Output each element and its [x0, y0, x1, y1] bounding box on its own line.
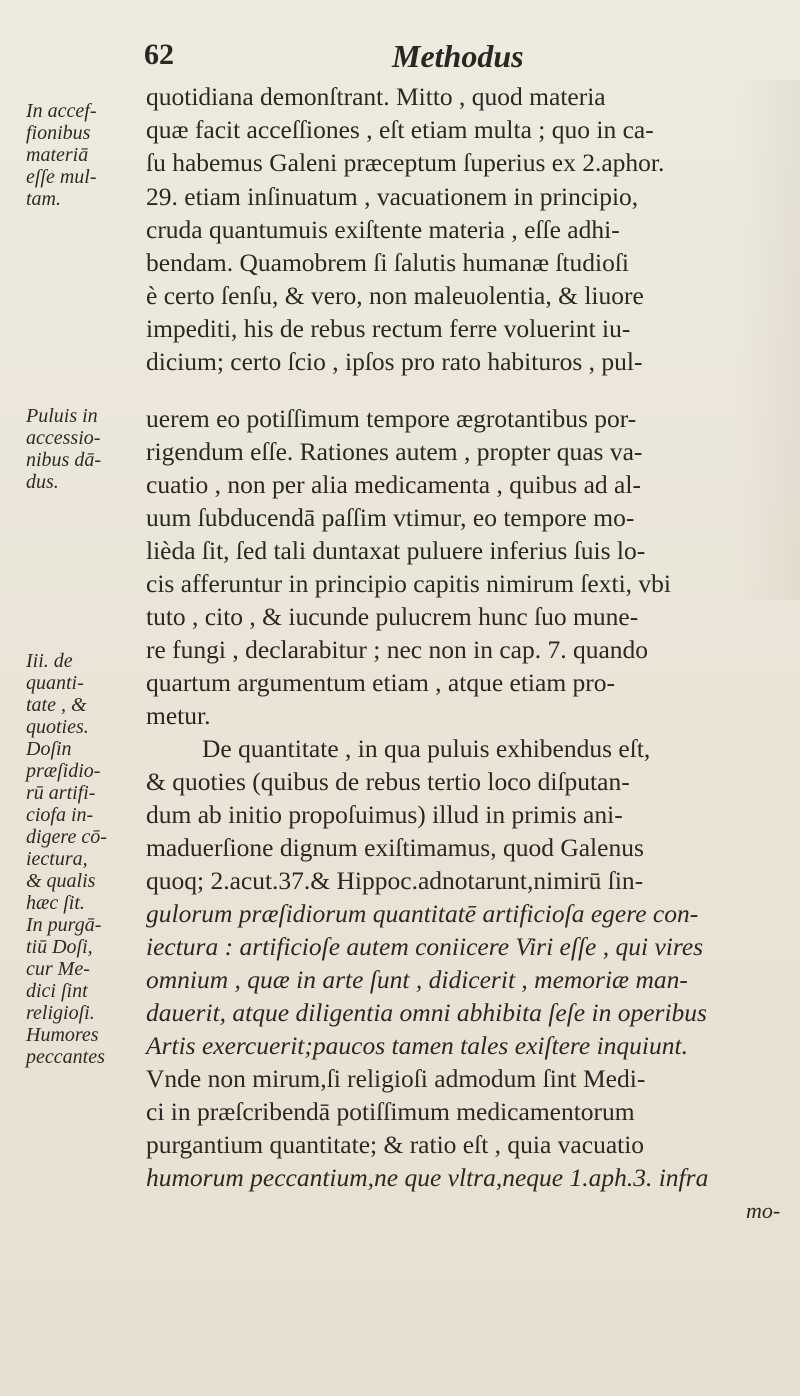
text-line: quotidiana demonſtrant. Mitto , quod materia: [146, 82, 606, 111]
text-line: iectura : artificioſe autem coniicere Viri eſſe , qui vires: [146, 932, 704, 961]
text-line: & quoties (quibus de rebus tertio loco diſputan-: [146, 767, 630, 796]
text-line: quæ facit acceſſiones , eſt etiam multa ; quo in ca-: [146, 115, 654, 144]
page-number: 62: [144, 38, 174, 71]
text-line: rigendum eſſe. Rationes autem , propter quas va-: [146, 437, 643, 466]
text-line: cruda quantumuis exiſtente materia , eſſe adhi-: [146, 215, 620, 244]
text-line: uum ſubducendā paſſim vtimur, eo tempore mo-: [146, 503, 635, 532]
text-line: quartum argumentum etiam , atque etiam pro-: [146, 668, 616, 697]
margin-note-powder: Puluis in accessio- nibus dā- dus.: [26, 405, 101, 493]
text-line: dum ab initio propoſuimus) illud in primis ani-: [146, 800, 623, 829]
body-text: [146, 0, 786, 1396]
text-line: bendam. Quamobrem ſi ſalutis humanæ ſtudioſi: [146, 248, 630, 277]
text-line: De quantitate , in qua puluis exhibendus eſt,: [202, 734, 651, 763]
text-line: metur.: [146, 701, 211, 730]
text-line: impediti, his de rebus rectum ferre voluerint iu-: [146, 314, 631, 343]
text-line: humorum peccantium,ne que vltra,neque 1.aph.3. infra: [146, 1163, 709, 1192]
text-line: uerem eo potiſſimum tempore ægrotantibus por-: [146, 404, 637, 433]
margin-note-quantity: Iii. de quanti- tate , & quoties. Doſin præſidio- rū artifi- ciofa in- digere cō- iectura, & qualis hæc ſit. In purgā- tiū Doſi, cur Me- dici ſint religioſi. Humores peccantes: [26, 650, 107, 1068]
text-line: Artis exercuerit;paucos tamen tales exiſtere inquiunt.: [146, 1031, 688, 1060]
catchword: mo-: [746, 1198, 781, 1223]
text-line: dauerit, atque diligentia omni abhibita ſeſe in operibus: [146, 998, 707, 1027]
text-line: purgantium quantitate; & ratio eſt , quia vacuatio: [146, 1130, 645, 1159]
text-line: lièda ſit, ſed tali duntaxat puluere inferius ſuis lo-: [146, 536, 646, 565]
text-line: Vnde non mirum,ſi religioſi admodum ſint Medi-: [146, 1064, 646, 1093]
margin-note-accessions: In accef- fionibus materiā eſſe mul- tam.: [26, 100, 97, 210]
text-line: è certo ſenſu, & vero, non maleuolentia, & liuore: [146, 281, 644, 310]
text-line: re fungi , declarabitur ; nec non in cap. 7. quando: [146, 635, 649, 664]
text-line: 29. etiam inſinuatum , vacuationem in principio,: [146, 182, 639, 211]
text-line: cis afferuntur in principio capitis nimirum ſexti, vbi: [146, 569, 672, 598]
text-line: dicium; certo ſcio , ipſos pro rato habituros , pul-: [146, 347, 643, 376]
text-line: maduerſione dignum exiſtimamus, quod Galenus: [146, 833, 644, 862]
text-line: gulorum præſidiorum quantitatē artificioſa egere con-: [146, 899, 699, 928]
text-line: cuatio , non per alia medicamenta , quibus ad al-: [146, 470, 641, 499]
text-line: ſu habemus Galeni præceptum ſuperius ex 2.aphor.: [146, 148, 665, 177]
text-line: ci in præſcribendā potiſſimum medicamentorum: [146, 1097, 635, 1126]
text-line: omnium , quæ in arte ſunt , didicerit , memoriæ man-: [146, 965, 688, 994]
running-title: Methodus: [392, 38, 524, 74]
text-line: tuto , cito , & iucunde pulucrem hunc ſuo mune-: [146, 602, 639, 631]
text-line: quoq; 2.acut.37.& Hippoc.adnotarunt,nimirū ſin-: [146, 866, 644, 895]
margin-notes: [26, 0, 156, 1396]
